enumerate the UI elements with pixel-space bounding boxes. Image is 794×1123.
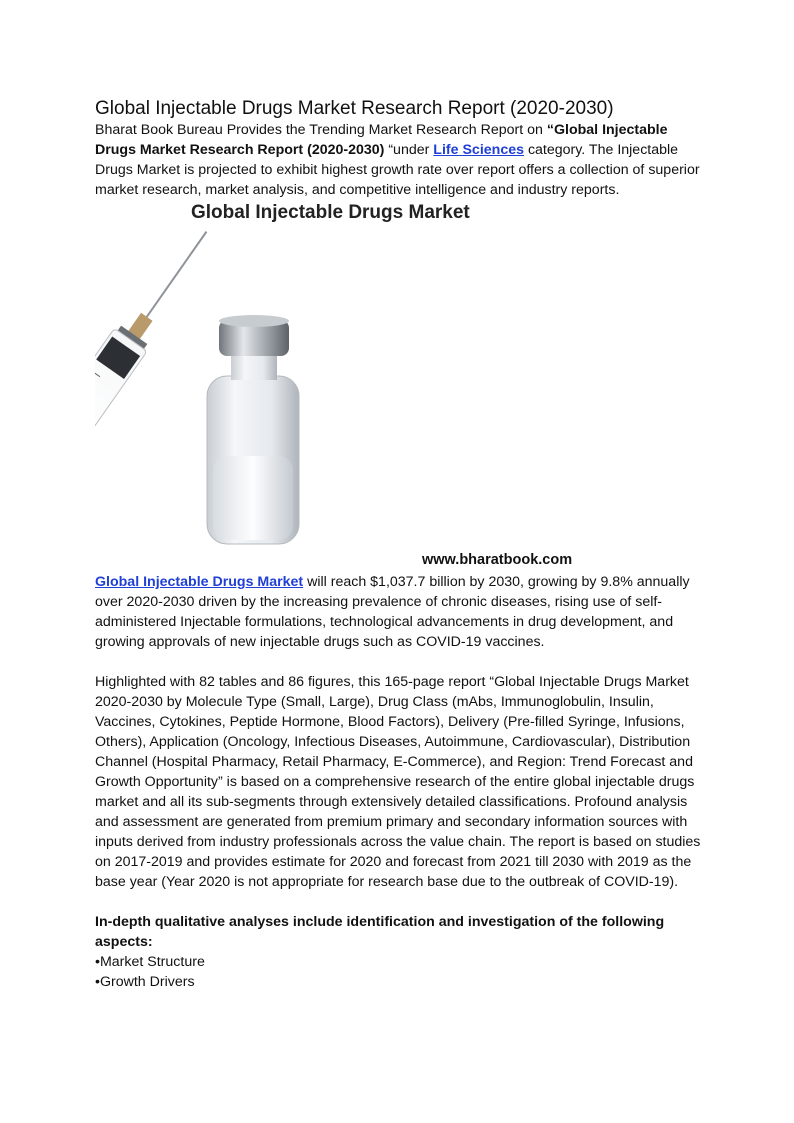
intro-quote-mark: “: [546, 122, 554, 138]
market-paragraph: [95, 572, 705, 652]
document-page: [95, 98, 705, 992]
injectable-drugs-market-link[interactable]: Global Injectable Drugs Market: [95, 574, 304, 590]
intro-text-after: “under: [384, 142, 434, 158]
aspects-heading: [95, 912, 705, 952]
report-title: Global Injectable Drugs Market Research Report (2020-2030): [95, 98, 614, 119]
intro-paragraph: [95, 120, 705, 200]
figure-url: www.bharatbook.com: [422, 552, 573, 568]
life-sciences-link[interactable]: Life Sciences: [433, 142, 524, 158]
vial-icon: [207, 315, 299, 544]
list-item: •Market Structure: [95, 954, 205, 970]
aspects-heading-text: In-depth qualitative analyses include identification and investigation of the following aspects:: [95, 914, 665, 950]
report-figure: [95, 200, 695, 572]
intro-text-end: category. The Injectable Drugs Market is projected to exhibit highest growth rate over report offers a collection of superior market research, market analysis, and competitive intelligence and industry reports.: [95, 142, 700, 198]
report-paragraph: Highlighted with 82 tables and 86 figures, this 165-page report “Global Injectable Drugs Market 2020-2030 by Molecule Type (Small, Large), Drug Class (mAbs, Immunoglobulin, Insulin, Vaccines, Cytokines, Peptide Hormone, Blood Factors), Delivery (Pre-filled Syringe, Infusions, Others), Application (Oncology, Infectious Diseases, Autoimmune, Cardiovascular), Distribution Channel (Hospital Pharmacy, Retail Pharmacy, E-Commerce), and Region: Trend Forecast and Growth Opportunity” is based on a comprehensive research of the entire global injectable drugs market and all its sub-segments through extensively detailed classifications. Profound analysis and assessment are generated from premium primary and secondary information sources with inputs derived from industry professionals across the value chain. The report is based on studies on 2017-2019 and provides estimate for 2020 and forecast from 2021 till 2030 with 2019 as the base year (Year 2020 is not appropriate for research base due to the outbreak of COVID-19).: [95, 674, 701, 890]
market-paragraph-text: will reach $1,037.7 billion by 2030, growing by 9.8% annually over 2020-2030 driven by the increasing prevalence of chronic diseases, rising use of self-administered Injectable formulations, technological advancements in drug development, and growing approvals of new injectable drugs such as COVID-19 vaccines.: [95, 574, 690, 650]
intro-bold-title: Global Injectable Drugs Market Research Report (2020-2030): [95, 122, 668, 158]
list-item: •Growth Drivers: [95, 974, 195, 990]
figure-title: Global Injectable Drugs Market: [191, 202, 470, 223]
intro-text: Bharat Book Bureau Provides the Trending Market Research Report on: [95, 122, 547, 138]
syringe-and-vial-image: [95, 228, 595, 548]
